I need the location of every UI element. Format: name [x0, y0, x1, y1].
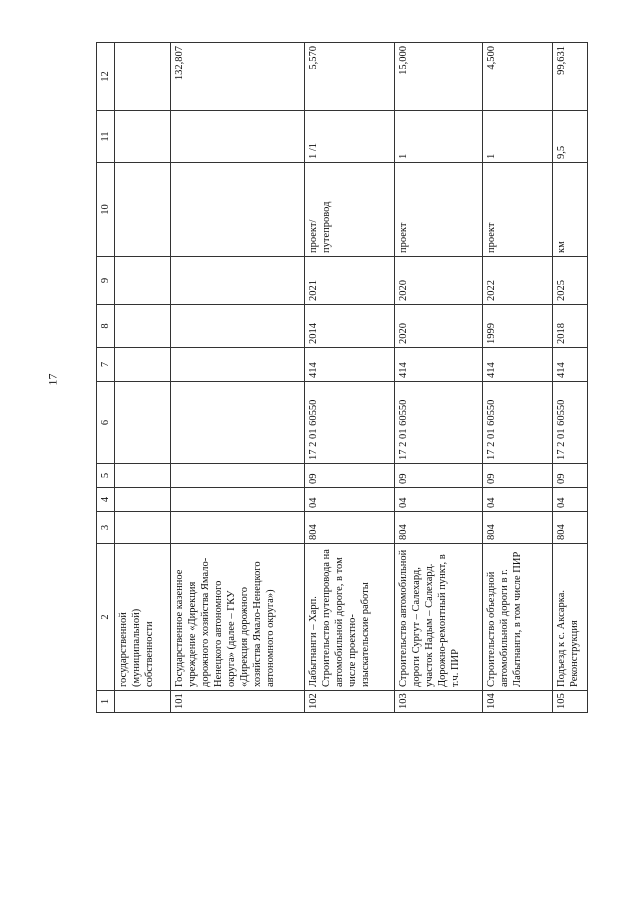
cell-end-year: 2022 — [483, 257, 553, 305]
table-row — [115, 43, 171, 713]
cell-end-year: 2025 — [553, 257, 588, 305]
cell-target-article — [171, 382, 305, 464]
header-cell: 2 — [97, 544, 115, 691]
cell-amount: 132,807 — [171, 43, 305, 111]
cell-subsection: 09 — [483, 464, 553, 488]
cell-amount: 99,631 — [553, 43, 588, 111]
cell-ministry: 804 — [483, 512, 553, 544]
cell-section — [171, 488, 305, 512]
table-row — [171, 43, 305, 713]
cell-unit: проект — [483, 163, 553, 257]
cell-section: 04 — [483, 488, 553, 512]
cell-section: 04 — [305, 488, 395, 512]
header-cell: 11 — [97, 111, 115, 163]
header-cell: 5 — [97, 464, 115, 488]
header-cell: 12 — [97, 43, 115, 111]
cell-name: Лабытнанги – Харп. Строительство путепровода на автомобильной дороге, в том числе проектно-изыскательские работы — [305, 544, 395, 691]
cell-ministry: 804 — [395, 512, 483, 544]
data-table — [96, 42, 588, 713]
cell-capacity: 1 — [395, 111, 483, 163]
cell-expense-type: 414 — [553, 348, 588, 382]
cell-number: 105 — [553, 691, 588, 713]
cell-capacity: 9,5 — [553, 111, 588, 163]
header-cell: 10 — [97, 163, 115, 257]
cell-ministry — [171, 512, 305, 544]
cell-amount: 4,500 — [483, 43, 553, 111]
cell-unit: проект/ путепровод — [305, 163, 395, 257]
cell-expense-type — [115, 348, 171, 382]
cell-start-year: 2018 — [553, 305, 588, 348]
cell-number: 102 — [305, 691, 395, 713]
header-cell: 7 — [97, 348, 115, 382]
rotated-table-area — [96, 43, 588, 713]
cell-ministry: 804 — [305, 512, 395, 544]
cell-name: Строительство объездной автомобильной дороги в г. Лабытнанги, в том числе ПИР — [483, 544, 553, 691]
table-row — [395, 43, 483, 713]
cell-end-year: 2021 — [305, 257, 395, 305]
cell-unit — [171, 163, 305, 257]
table-row — [305, 43, 395, 713]
cell-target-article: 17 2 01 60550 — [483, 382, 553, 464]
header-cell: 9 — [97, 257, 115, 305]
cell-unit: проект — [395, 163, 483, 257]
cell-start-year: 2020 — [395, 305, 483, 348]
cell-start-year: 2014 — [305, 305, 395, 348]
cell-section — [115, 488, 171, 512]
cell-ministry: 804 — [553, 512, 588, 544]
cell-name: государственной (муниципальной) собственности — [115, 544, 171, 691]
cell-subsection — [115, 464, 171, 488]
cell-subsection: 09 — [553, 464, 588, 488]
cell-amount — [115, 43, 171, 111]
header-cell: 3 — [97, 512, 115, 544]
cell-amount: 5,570 — [305, 43, 395, 111]
cell-end-year — [171, 257, 305, 305]
header-cell: 6 — [97, 382, 115, 464]
cell-start-year — [115, 305, 171, 348]
header-cell: 8 — [97, 305, 115, 348]
cell-name: Подъезд к с. Аксарка. Реконструкция — [553, 544, 588, 691]
cell-target-article — [115, 382, 171, 464]
cell-expense-type: 414 — [395, 348, 483, 382]
table-row — [483, 43, 553, 713]
cell-capacity — [115, 111, 171, 163]
header-cell: 4 — [97, 488, 115, 512]
table-row — [553, 43, 588, 713]
cell-unit: км — [553, 163, 588, 257]
header-row — [97, 43, 115, 713]
cell-section: 04 — [553, 488, 588, 512]
cell-target-article: 17 2 01 60550 — [395, 382, 483, 464]
cell-capacity: 1 — [483, 111, 553, 163]
cell-subsection — [171, 464, 305, 488]
cell-amount: 15,000 — [395, 43, 483, 111]
cell-end-year — [115, 257, 171, 305]
cell-subsection: 09 — [305, 464, 395, 488]
cell-start-year — [171, 305, 305, 348]
cell-name: Государственное казенное учреждение «Дирекция дорожного хозяйства Ямало-Ненецкого автономного округа» (далее – ГКУ «Дирекция дорожного хозяйства Ямало-Ненецкого автономного округа») — [171, 544, 305, 691]
cell-number: 104 — [483, 691, 553, 713]
cell-capacity — [171, 111, 305, 163]
cell-number: 103 — [395, 691, 483, 713]
cell-capacity: 1 /1 — [305, 111, 395, 163]
cell-start-year: 1999 — [483, 305, 553, 348]
cell-number — [115, 691, 171, 713]
cell-section: 04 — [395, 488, 483, 512]
header-cell: 1 — [97, 691, 115, 713]
cell-expense-type: 414 — [305, 348, 395, 382]
cell-expense-type: 414 — [483, 348, 553, 382]
cell-number: 101 — [171, 691, 305, 713]
cell-ministry — [115, 512, 171, 544]
cell-subsection: 09 — [395, 464, 483, 488]
cell-target-article: 17 2 01 60550 — [553, 382, 588, 464]
cell-name: Строительство автомобильной дороги Сургут – Салехард, участок Надым – Салехард. Дорожно-ремонтный пункт, в т.ч. ПИР — [395, 544, 483, 691]
cell-target-article: 17 2 01 60550 — [305, 382, 395, 464]
cell-end-year: 2020 — [395, 257, 483, 305]
cell-expense-type — [171, 348, 305, 382]
page-number: 17 — [45, 373, 60, 386]
table-container — [96, 43, 588, 713]
cell-unit — [115, 163, 171, 257]
